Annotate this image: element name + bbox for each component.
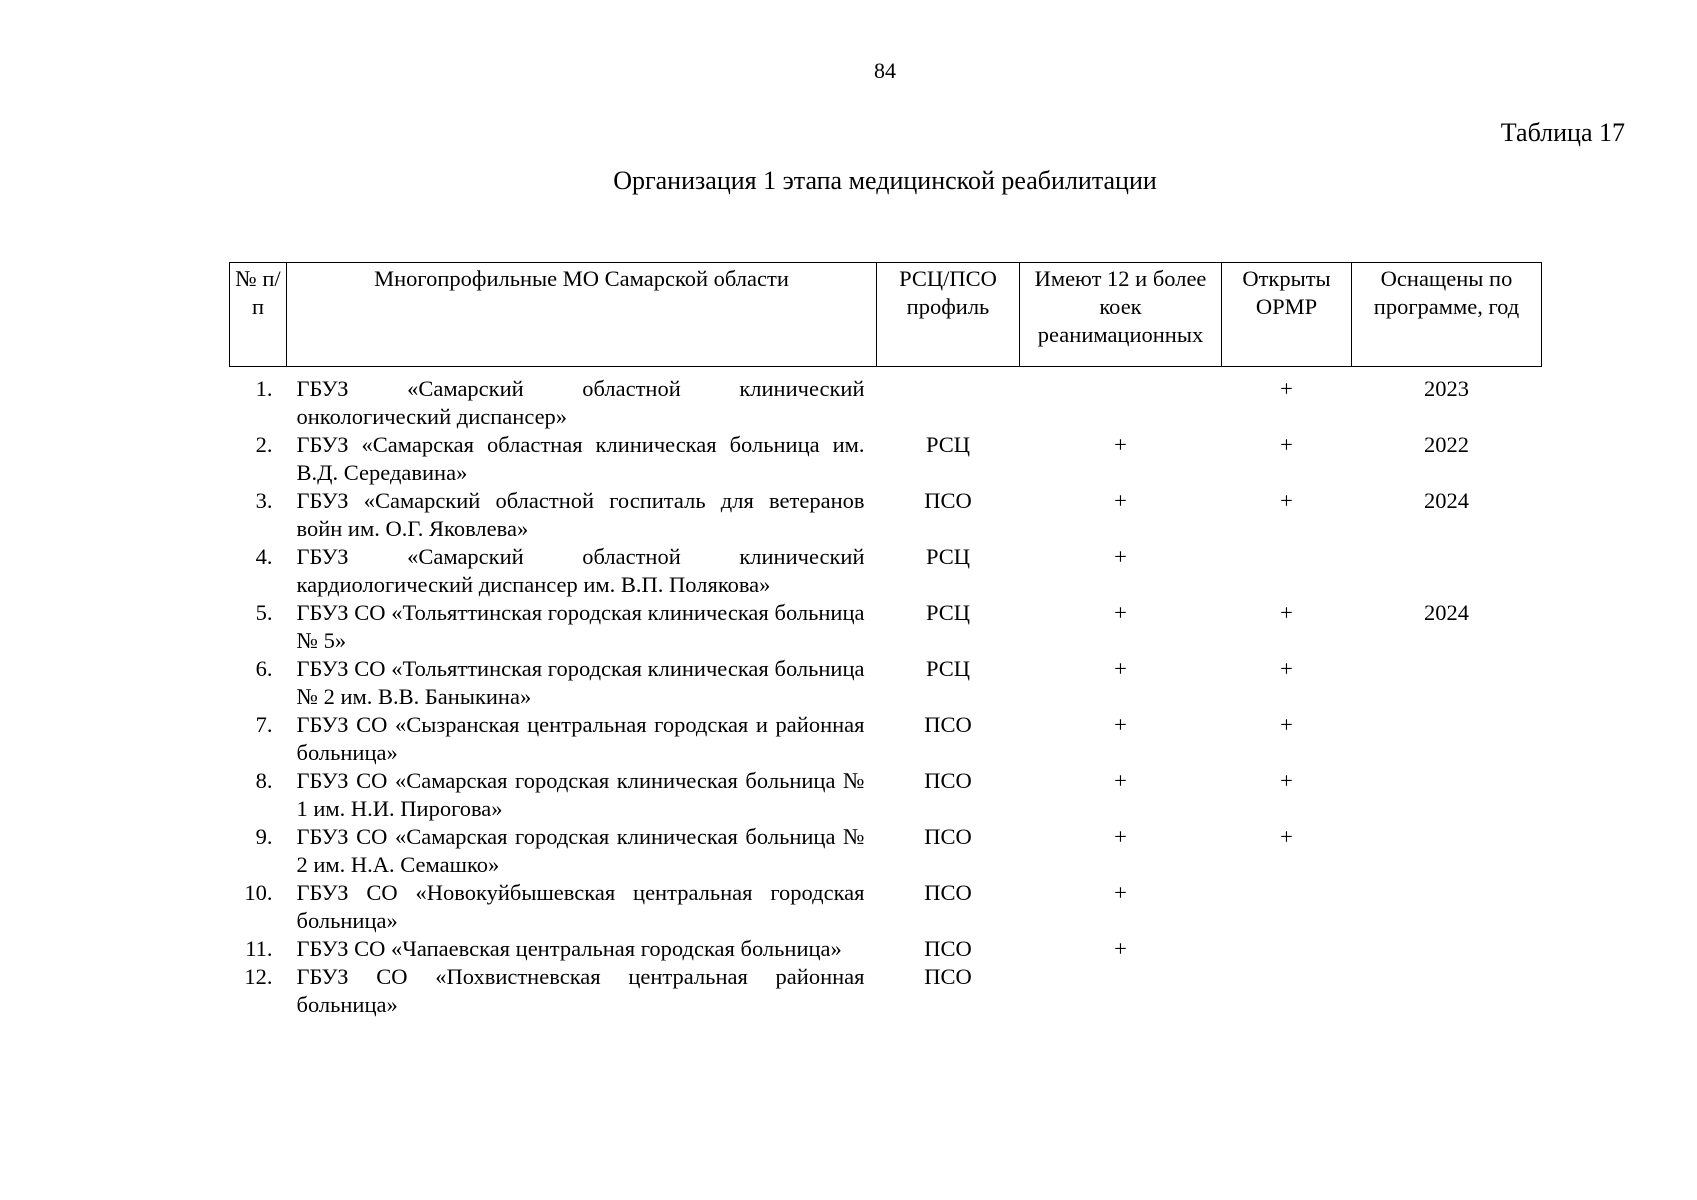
row-number: 11. — [245, 936, 273, 961]
table-row — [230, 487, 1542, 543]
row-year: 2024 — [1424, 488, 1469, 513]
row-ormr: + — [1280, 768, 1293, 793]
table-row — [230, 655, 1542, 711]
row-year — [1352, 963, 1542, 1019]
row-profile: РСЦ — [925, 432, 971, 457]
row-organization: ГБУЗ «Самарский областной клинический онкологический диспансер» — [296, 376, 865, 429]
row-profile: ПСО — [924, 712, 972, 737]
header-ormr: Открыты ОРМР — [1222, 263, 1352, 367]
row-number: 8. — [255, 768, 273, 793]
rehabilitation-table — [229, 262, 1542, 1019]
row-year — [1352, 655, 1542, 711]
row-organization: ГБУЗ «Самарская областная клиническая больница им. В.Д. Середавина» — [296, 432, 865, 485]
row-ormr: + — [1280, 712, 1293, 737]
row-beds: + — [1114, 768, 1127, 793]
row-number: 3. — [255, 488, 273, 513]
row-ormr: + — [1280, 656, 1293, 681]
row-profile — [877, 367, 1020, 432]
row-beds: + — [1114, 544, 1127, 569]
row-ormr — [1222, 963, 1352, 1019]
table-row — [230, 711, 1542, 767]
row-profile: РСЦ — [925, 600, 971, 625]
row-number: 12. — [244, 964, 273, 989]
page-title: Организация 1 этапа медицинской реабилитации — [613, 166, 1157, 195]
table-label: Таблица 17 — [1500, 118, 1625, 147]
header-number: № п/п — [230, 263, 287, 367]
row-number: 5. — [255, 600, 273, 625]
row-profile: ПСО — [924, 488, 972, 513]
row-year — [1352, 823, 1542, 879]
row-organization: ГБУЗ СО «Тольяттинская городская клиническая больница № 2 им. В.В. Баныкина» — [296, 656, 865, 709]
table-row — [230, 823, 1542, 879]
row-ormr: + — [1280, 824, 1293, 849]
row-ormr — [1222, 543, 1352, 599]
row-organization: ГБУЗ СО «Новокуйбышевская центральная городская больница» — [296, 880, 865, 933]
row-profile: РСЦ — [925, 656, 971, 681]
row-number: 6. — [255, 656, 273, 681]
row-year: 2023 — [1424, 376, 1469, 401]
row-beds — [1020, 963, 1222, 1019]
header-year: Оснащены по программе, год — [1352, 263, 1542, 367]
row-beds: + — [1114, 488, 1127, 513]
header-profile: РСЦ/ПСО профиль — [877, 263, 1020, 367]
row-beds: + — [1114, 656, 1127, 681]
table-row — [230, 599, 1542, 655]
row-organization: ГБУЗ СО «Чапаевская центральная городская больница» — [296, 936, 842, 961]
row-beds: + — [1114, 880, 1127, 905]
row-profile: РСЦ — [925, 544, 971, 569]
row-organization: ГБУЗ «Самарский областной клинический кардиологический диспансер им. В.П. Полякова» — [296, 544, 865, 597]
row-number: 10. — [244, 880, 273, 905]
row-organization: ГБУЗ СО «Самарская городская клиническая больница № 1 им. Н.И. Пирогова» — [296, 768, 865, 821]
row-beds: + — [1114, 824, 1127, 849]
row-ormr: + — [1280, 432, 1293, 457]
row-profile: ПСО — [924, 768, 972, 793]
row-number: 4. — [255, 544, 273, 569]
row-ormr: + — [1280, 376, 1293, 401]
row-ormr: + — [1280, 600, 1293, 625]
table-row — [230, 767, 1542, 823]
row-year — [1352, 879, 1542, 935]
row-organization: ГБУЗ «Самарский областной госпиталь для ветеранов войн им. О.Г. Яковлева» — [296, 488, 865, 541]
row-beds: + — [1114, 936, 1127, 961]
row-profile: ПСО — [924, 936, 972, 961]
row-organization: ГБУЗ СО «Самарская городская клиническая больница № 2 им. Н.А. Семашко» — [296, 824, 865, 877]
table-row — [230, 367, 1542, 432]
row-year: 2022 — [1424, 432, 1469, 457]
table-row — [230, 543, 1542, 599]
page-number: 84 — [874, 58, 896, 83]
table-header-row — [230, 263, 1542, 367]
table-row — [230, 935, 1542, 963]
row-number: 1. — [255, 376, 273, 401]
row-ormr: + — [1280, 488, 1293, 513]
row-organization: ГБУЗ СО «Похвистневская центральная районная больница» — [296, 964, 865, 1017]
row-profile: ПСО — [924, 880, 972, 905]
row-number: 2. — [255, 432, 273, 457]
row-beds: + — [1114, 712, 1127, 737]
table-row — [230, 431, 1542, 487]
table-row — [230, 963, 1542, 1019]
row-number: 7. — [255, 712, 273, 737]
row-organization: ГБУЗ СО «Сызранская центральная городская и районная больница» — [296, 712, 865, 765]
row-year — [1352, 935, 1542, 963]
row-beds: + — [1114, 432, 1127, 457]
row-organization: ГБУЗ СО «Тольяттинская городская клиническая больница № 5» — [296, 600, 865, 653]
header-beds: Имеют 12 и более коек реанимационных — [1020, 263, 1222, 367]
row-beds: + — [1114, 600, 1127, 625]
row-year — [1352, 711, 1542, 767]
row-year — [1352, 767, 1542, 823]
row-ormr — [1222, 935, 1352, 963]
row-year — [1352, 543, 1542, 599]
row-beds — [1020, 367, 1222, 432]
row-ormr — [1222, 879, 1352, 935]
row-number: 9. — [255, 824, 273, 849]
row-year: 2024 — [1424, 600, 1469, 625]
row-profile: ПСО — [924, 964, 972, 989]
header-organization: Многопрофильные МО Самарской области — [287, 263, 877, 367]
row-profile: ПСО — [924, 824, 972, 849]
table-row — [230, 879, 1542, 935]
